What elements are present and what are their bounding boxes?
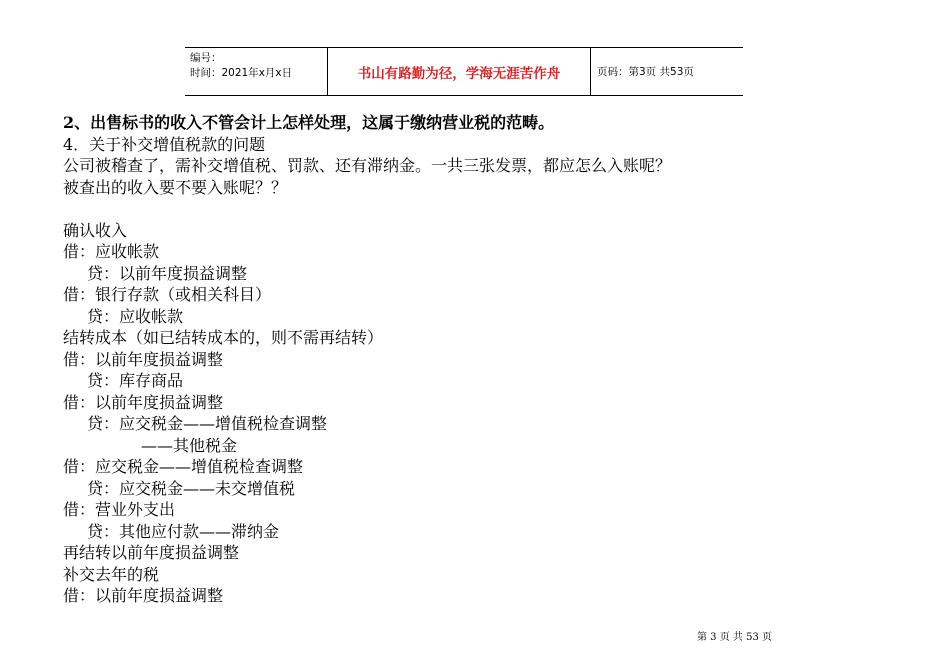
entry-heading: 结转成本（如已结转成本的，则不需再结转） — [63, 328, 384, 347]
document-time-label: 时间：2021年x月x日 — [190, 67, 293, 79]
journal-debit: 借：以前年度损益调整 — [63, 392, 224, 412]
journal-debit: 借：应收帐款 — [63, 242, 160, 261]
header-motto: 书山有路勤为径，学海无涯苦作舟 — [357, 65, 561, 82]
question-text: 公司被稽查了，需补交增值税、罚款、还有滞纳金。一共三张发票，都应怎么入账呢？ — [63, 156, 672, 175]
blank-line — [63, 198, 893, 220]
journal-credit: 贷：应交税金——增值税检查调整 — [87, 414, 328, 433]
journal-debit: 借：应交税金——增值税检查调整 — [63, 457, 304, 476]
journal-debit: 借：银行存款（或相关科目） — [63, 285, 272, 304]
journal-credit: 贷：库存商品 — [87, 371, 184, 390]
entry-heading: 确认收入 — [63, 220, 128, 240]
document-number-label: 编号： — [190, 52, 222, 64]
journal-debit: 借：营业外支出 — [63, 500, 176, 519]
header-motto-cell — [327, 48, 591, 95]
journal-debit: 借：以前年度损益调整 — [63, 349, 224, 369]
header-page-info-cell — [591, 48, 743, 95]
journal-credit-sub: ——其他税金 — [141, 435, 238, 455]
paragraph-sales-income: 2、出售标书的收入不管会计上怎样处理，这属于缴纳营业税的范畴。 — [63, 113, 555, 132]
question-text-continued: 被查出的收入要不要入账呢？？ — [63, 177, 288, 197]
header-page-info: 页码：第3页 共53页 — [597, 66, 694, 78]
entry-heading: 再结转以前年度损益调整 — [63, 543, 240, 562]
header-meta — [185, 48, 327, 95]
section-heading: 4．关于补交增值税款的问题 — [63, 134, 266, 154]
journal-credit: 贷：以前年度损益调整 — [87, 263, 248, 283]
journal-credit: 贷：应交税金——未交增值税 — [87, 478, 296, 498]
journal-credit: 贷：其他应付款——滞纳金 — [87, 521, 280, 541]
document-body — [63, 112, 893, 607]
journal-credit: 贷：应收帐款 — [87, 306, 184, 326]
entry-heading: 补交去年的税 — [63, 564, 160, 584]
page-footer: 第 3 页 共 53 页 — [697, 632, 772, 643]
page-header — [185, 47, 743, 96]
journal-debit: 借：以前年度损益调整 — [63, 586, 224, 605]
